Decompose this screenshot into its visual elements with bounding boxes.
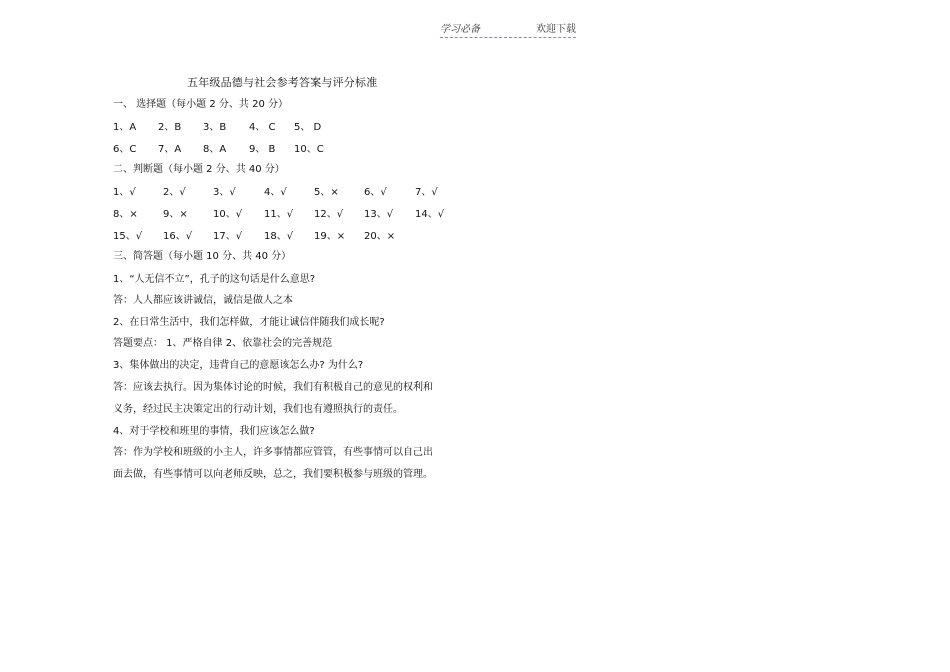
answer-item: 9、 B [249, 144, 276, 155]
answer-item: 3、√ [213, 187, 236, 198]
page-header [440, 24, 576, 38]
section-heading-short-answer: 三、简答题（每小题 10 分、共 40 分） [113, 251, 292, 262]
answer-item: 5、× [314, 187, 339, 198]
answer-row [113, 143, 513, 157]
answer-item: 7、√ [415, 187, 438, 198]
answer-item: 13、√ [364, 209, 394, 220]
answer-text: 义务，经过民主决策定出的行动计划，我们也有遵照执行的责任。 [113, 404, 403, 415]
answer-item: 6、√ [364, 187, 387, 198]
answer-item: 16、√ [163, 231, 193, 242]
answer-text: 答：应该去执行。因为集体讨论的时候，我们有积极自己的意见的权利和 [113, 382, 433, 393]
answer-row [113, 208, 513, 222]
answer-item: 6、C [113, 144, 137, 155]
answer-row [113, 230, 513, 244]
answer-item: 18、√ [264, 231, 294, 242]
answer-item: 19、× [314, 231, 346, 242]
answer-item: 2、B [158, 122, 182, 133]
answer-item: 10、√ [213, 209, 243, 220]
answer-text: 答：作为学校和班级的小主人，许多事情都应管管，有些事情可以自己出 [113, 447, 433, 458]
answer-item: 17、√ [213, 231, 243, 242]
answer-item: 14、√ [415, 209, 445, 220]
answer-item: 8、× [113, 209, 138, 220]
document-title: 五年级品德与社会参考答案与评分标准 [187, 76, 378, 89]
answer-item: 10、C [294, 144, 324, 155]
question-text: 1、“人无信不立”，孔子的这句话是什么意思? [113, 274, 316, 285]
answer-item: 7、A [158, 144, 182, 155]
question-text: 4、对于学校和班里的事情，我们应该怎么做? [113, 426, 315, 437]
answer-item: 5、 D [294, 122, 322, 133]
answer-item: 1、A [113, 122, 137, 133]
question-text: 2、在日常生活中，我们怎样做，才能让诚信伴随我们成长呢? [113, 317, 385, 328]
question-text: 3、集体做出的决定，违背自己的意愿该怎么办? 为什么? [113, 360, 364, 371]
answer-item: 1、√ [113, 187, 136, 198]
answer-item: 9、× [163, 209, 188, 220]
answer-item: 20、× [364, 231, 396, 242]
header-left-text: 学习必备 [440, 24, 480, 35]
answer-text: 答题要点： 1、严格自律 2、依靠社会的完善规范 [113, 338, 333, 349]
answer-item: 4、√ [264, 187, 287, 198]
header-right-text: 欢迎下载 [536, 24, 576, 35]
answer-text: 答：人人都应该讲诚信，诚信是做人之本 [113, 295, 293, 306]
answer-item: 3、B [203, 122, 227, 133]
answer-item: 15、√ [113, 231, 143, 242]
answer-item: 11、√ [264, 209, 294, 220]
answer-row [113, 121, 513, 135]
answer-item: 8、A [203, 144, 227, 155]
answer-text: 面去做，有些事情可以向老师反映，总之，我们要积极参与班级的管理。 [113, 469, 433, 480]
section-heading-judgement: 二、判断题（每小题 2 分、共 40 分） [113, 164, 285, 175]
answer-item: 4、 C [249, 122, 276, 133]
answer-item: 2、√ [163, 187, 186, 198]
answer-item: 12、√ [314, 209, 344, 220]
section-heading-choice: 一、 选择题（每小题 2 分、共 20 分） [113, 99, 288, 110]
answer-row [113, 186, 513, 200]
